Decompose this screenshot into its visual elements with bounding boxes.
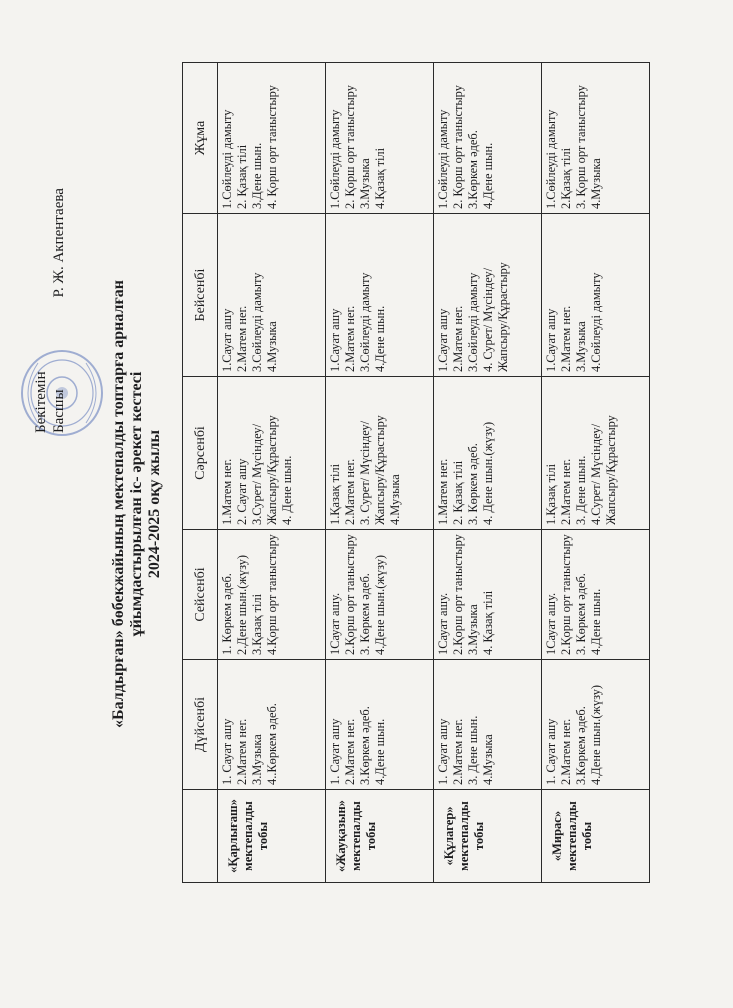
schedule-cell: [542, 660, 650, 790]
activity-item: 2. Қорш орт таныстыру: [343, 85, 357, 209]
schedule-cell: [542, 63, 650, 214]
approval-signature-line: [50, 188, 68, 433]
activity-item: 2.Матем нег.: [559, 458, 573, 525]
activity-item: 2.Қорш орт таныстыру: [451, 534, 465, 655]
activity-item: 3. Көркем әдеб.: [574, 573, 588, 655]
activity-item: 2.Дене шын.(жүзу): [235, 554, 249, 655]
group-name-cell: [326, 790, 434, 883]
activity-item: 1.Матем нег.: [436, 458, 450, 525]
activity-item: 4.Дене шын.: [589, 588, 603, 655]
activity-item: 1Сауат ашу.: [436, 592, 450, 655]
activity-item: 1.Сөйлеуді дамыту: [544, 109, 558, 209]
schedule-cell: [326, 214, 434, 377]
title-line-1: «Балдырған» бөбекжайының мектепалды топтарға арналған: [110, 280, 127, 728]
activity-item: 2.Қорш орт таныстыру: [343, 534, 357, 655]
activity-item: 2.Қазақ тілі: [559, 147, 573, 209]
header-cell-monday: Дүйсенбі: [183, 660, 218, 790]
activity-item: 4.Музыка: [265, 321, 279, 372]
schedule-cell: [326, 377, 434, 530]
schedule-cell: [218, 214, 326, 377]
activity-item: 1.Қазақ тілі: [328, 463, 342, 525]
activity-item: 4.Сурет/ Мүсіндеу/ Жапсыру/Құрастыру: [589, 415, 618, 525]
activity-item: 2.Матем нег.: [235, 718, 249, 785]
activity-item: 2.Матем нег.: [451, 718, 465, 785]
group-name-cell: [542, 790, 650, 883]
table-row: [218, 63, 326, 883]
activity-item: 3.Дене шын.: [250, 142, 264, 209]
activity-item: 4..Көркем әдеб.: [265, 703, 279, 785]
activity-item: 4. Дене шын.: [280, 455, 294, 525]
header-row: [183, 63, 218, 883]
activity-item: 4.Қазақ тілі: [373, 147, 387, 209]
activity-item: 3.Сөйлеуді дамыту: [358, 272, 372, 372]
schedule-table: [182, 62, 650, 883]
schedule-cell: [326, 63, 434, 214]
activity-item: 3. Қорш орт таныстыру: [574, 85, 588, 209]
activity-item: 4. Сурет/ Мүсіндеу/ Жапсыру/Құрастыру: [481, 262, 510, 372]
group-name-line: «Жауқазын»: [334, 800, 348, 872]
activity-item: 4.Дене шын.: [373, 718, 387, 785]
activity-item: 3. Көркем әдеб.: [358, 573, 372, 655]
schedule-cell: [542, 214, 650, 377]
activity-item: 2. Сауат ашу: [235, 458, 249, 525]
header-cell-thursday: Бейсенбі: [183, 214, 218, 377]
title-line-2: ұйымдастырылған іс- әрекет кестесі: [128, 371, 145, 637]
schedule-cell: [218, 63, 326, 214]
approval-signer: Р. Ж. Акпентаева: [51, 188, 67, 298]
activity-item: 1.Матем нег.: [220, 458, 234, 525]
activity-item: 2. Қазақ тілі: [451, 460, 465, 525]
activity-item: 4.Сөйлеуді дамыту: [589, 272, 603, 372]
activity-item: 3.Көркем әдеб.: [466, 130, 480, 209]
schedule-cell: [326, 530, 434, 660]
header-cell-wednesday: Сәрсенбі: [183, 377, 218, 530]
activity-item: 3. Сурет/ Мүсіндеу/ Жапсыру/Құрастыру: [358, 415, 387, 525]
activity-item: 4. Қорш орт таныстыру: [265, 85, 279, 209]
schedule-cell: [542, 530, 650, 660]
activity-item: 1.Сөйлеуді дамыту: [328, 109, 342, 209]
activity-item: 1.Қазақ тілі: [544, 463, 558, 525]
activity-item: 1.Сауат ашу: [544, 308, 558, 372]
group-name-cell: [434, 790, 542, 883]
schedule-cell: [542, 377, 650, 530]
activity-item: 1. Сауат ашу: [220, 718, 234, 785]
group-name-line: тобы: [472, 821, 486, 851]
activity-item: 4.Дене шын.(жүзу): [589, 684, 603, 785]
activity-item: 1.Сөйлеуді дамыту: [436, 109, 450, 209]
activity-item: 2. Қазақ тілі: [235, 144, 249, 209]
group-name-line: мектепалды: [349, 801, 363, 871]
header-cell-empty: [183, 790, 218, 883]
activity-item: 3. Дене шын.: [466, 715, 480, 785]
activity-item: 2.Матем нег.: [559, 718, 573, 785]
group-name-cell: [218, 790, 326, 883]
group-name-line: «Қарлығаш»: [226, 799, 240, 873]
activity-item: 4.Музыка: [589, 158, 603, 209]
table-row: [542, 63, 650, 883]
activity-item: 1.Сауат ашу: [220, 308, 234, 372]
group-name-line: тобы: [364, 821, 378, 851]
schedule-cell: [434, 214, 542, 377]
activity-item: 3.Сурет/ Мүсіндеу/ Жапсыру/Құрастыру: [250, 415, 279, 525]
activity-item: 3.Көркем әдеб.: [574, 706, 588, 785]
schedule-cell: [326, 660, 434, 790]
activity-item: 1.Сауат ашу: [328, 308, 342, 372]
schedule-cell: [218, 377, 326, 530]
group-name-line: «Құлагер»: [442, 806, 456, 866]
activity-item: 1. Сауат ашу: [544, 718, 558, 785]
table-row: [326, 63, 434, 883]
activity-item: 3. Дене шын.: [574, 455, 588, 525]
schedule-cell: [434, 660, 542, 790]
activity-item: 3.Музыка: [574, 321, 588, 372]
activity-item: 2.Матем нег.: [235, 305, 249, 372]
activity-item: 4.Дене шын.: [481, 142, 495, 209]
activity-item: 1. Сауат ашу: [328, 718, 342, 785]
activity-item: 2.Матем нег.: [343, 718, 357, 785]
schedule-cell: [218, 530, 326, 660]
activity-item: 2.Матем нег.: [343, 305, 357, 372]
schedule-cell: [434, 530, 542, 660]
activity-item: 1Сауат ашу.: [328, 592, 342, 655]
activity-item: 4. Дене шын.(жүзу): [481, 421, 495, 525]
header-cell-tuesday: Сейсенбі: [183, 530, 218, 660]
group-name-line: тобы: [256, 821, 270, 851]
activity-item: 3.Музыка: [358, 158, 372, 209]
header-cell-friday: Жұма: [183, 63, 218, 214]
activity-item: 3.Музыка: [250, 734, 264, 785]
activity-item: 1.Сауат ашу: [436, 308, 450, 372]
group-name-line: тобы: [580, 821, 594, 851]
activity-item: 2. Қорш орт таныстыру: [451, 85, 465, 209]
activity-item: 4.Қорш орт таныстыру: [265, 534, 279, 655]
activity-item: 2.Матем нег.: [343, 458, 357, 525]
activity-item: 4.Музыка: [388, 474, 402, 525]
activity-item: 3.Музыка: [466, 604, 480, 655]
schedule-cell: [434, 63, 542, 214]
activity-item: 1Сауат ашу.: [544, 592, 558, 655]
activity-item: 2.Матем нег.: [451, 305, 465, 372]
group-name-line: мектепалды: [457, 801, 471, 871]
approval-block: [32, 188, 68, 433]
activity-item: 3. Көркем әдеб.: [466, 443, 480, 525]
activity-item: 3.Қазақ тілі: [250, 593, 264, 655]
activity-item: 4.Дене шын.: [373, 305, 387, 372]
activity-item: 4.Дене шын.(жүзу): [373, 554, 387, 655]
activity-item: 1. Сауат ашу: [436, 718, 450, 785]
group-name-line: «Мирас»: [550, 810, 564, 862]
activity-item: 3.Сөйлеуді дамыту: [250, 272, 264, 372]
approval-role: Басшы: [51, 389, 67, 433]
table-row: [434, 63, 542, 883]
schedule-cell: [434, 377, 542, 530]
approval-line: Бекітемін: [33, 371, 49, 433]
activity-item: 1.Сөйлеуді дамыту: [220, 109, 234, 209]
activity-item: 2.Қорш орт таныстыру: [559, 534, 573, 655]
schedule-cell: [218, 660, 326, 790]
activity-item: 3.Көркем әдеб.: [358, 706, 372, 785]
group-name-line: мектепалды: [565, 801, 579, 871]
activity-item: 4.Музыка: [481, 734, 495, 785]
group-name-line: мектепалды: [241, 801, 255, 871]
activity-item: 1. Көркем әдеб.: [220, 573, 234, 655]
activity-item: 2.Матем нег.: [559, 305, 573, 372]
activity-item: 4. Қазақ тілі: [481, 590, 495, 655]
title-line-3: 2024-2025 оқу жылы: [146, 429, 163, 579]
activity-item: 3.Сөйлеуді дамыту: [466, 272, 480, 372]
